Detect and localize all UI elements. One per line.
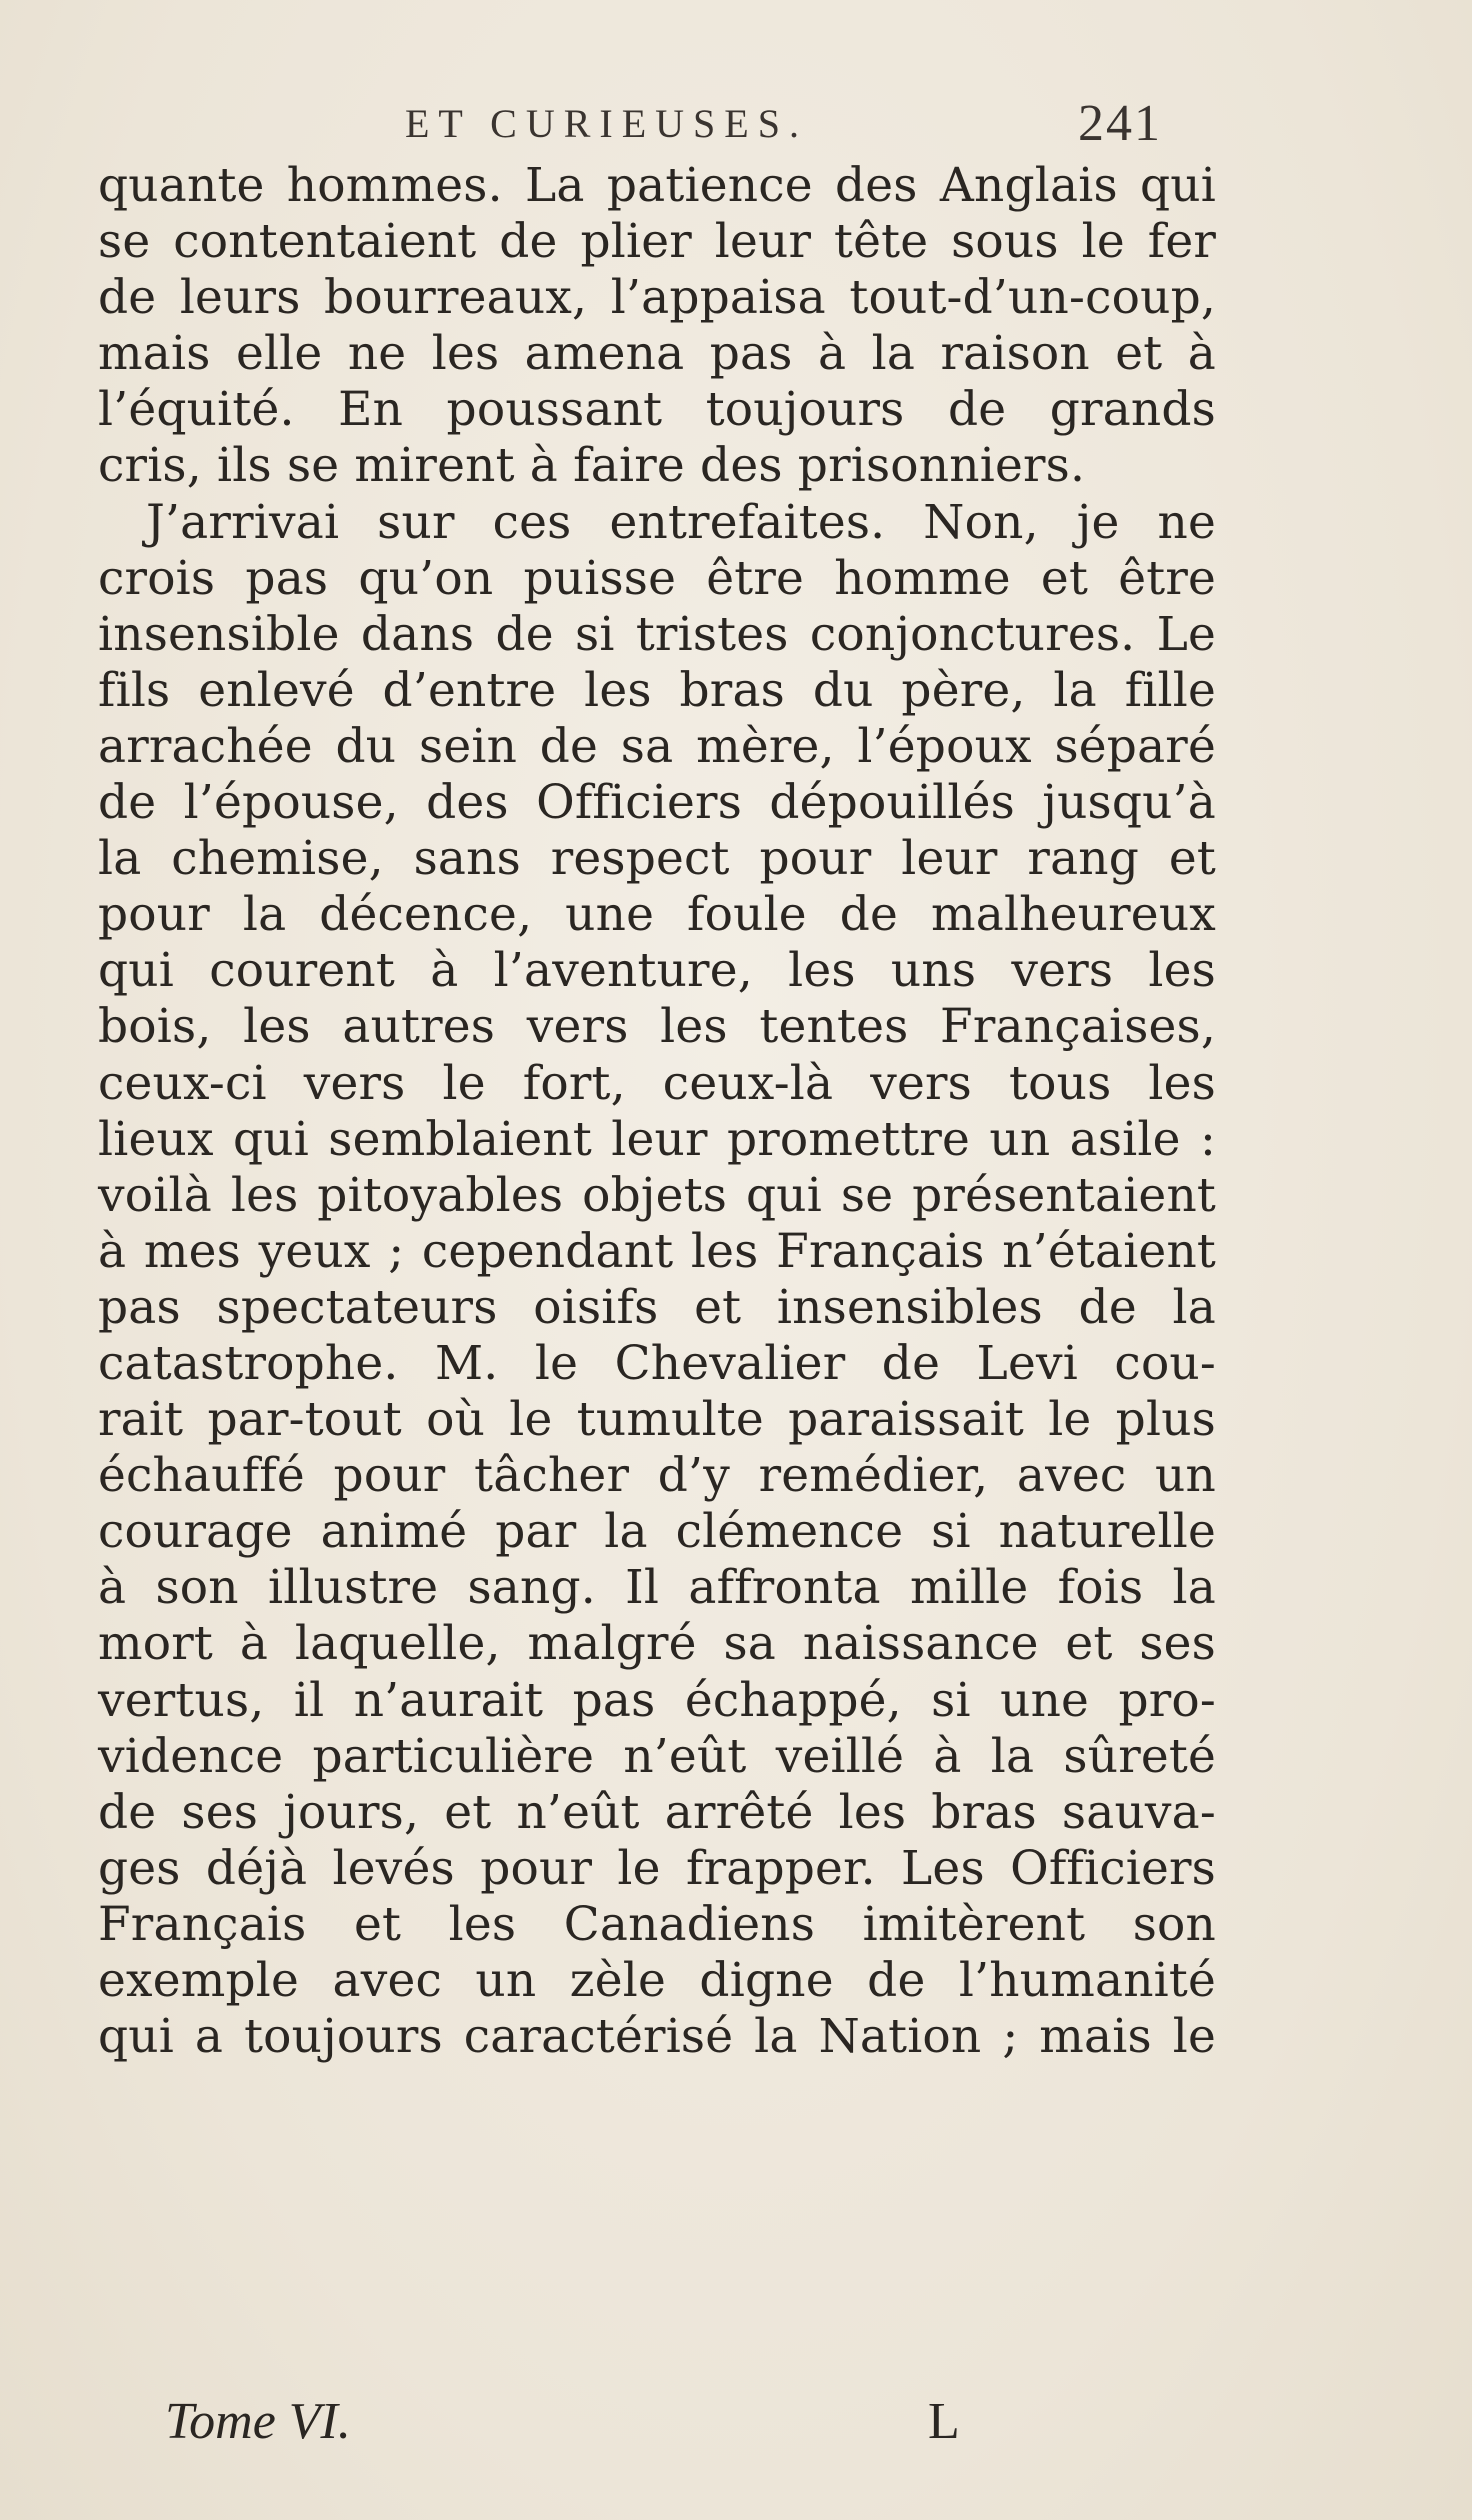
text-line: arrachée du sein de sa mère, l’époux séparé xyxy=(98,718,1216,774)
text-line: la chemise, sans respect pour leur rang et xyxy=(98,831,1216,887)
text-line: ges déjà levés pour le frapper. Les Officiers xyxy=(98,1840,1216,1896)
text-line: J’arrivai sur ces entrefaites. Non, je ne xyxy=(146,494,1216,550)
text-line: l’équité. En poussant toujours de grands xyxy=(98,382,1216,438)
text-line: vertus, il n’aurait pas échappé, si une pro- xyxy=(98,1672,1216,1728)
text-line: quante hommes. La patience des Anglais qui xyxy=(98,158,1216,213)
text-line: se contentaient de plier leur tête sous le fer xyxy=(98,214,1216,270)
text-line: pas spectateurs oisifs et insensibles de la xyxy=(98,1279,1216,1335)
running-title: ET CURIEUSES. xyxy=(405,101,808,146)
text-line: courage animé par la clémence si naturelle xyxy=(98,1504,1216,1560)
text-line: insensible dans de si tristes conjonctures. Le xyxy=(98,606,1216,662)
text-line: vidence particulière n’eût veillé à la sûreté xyxy=(98,1728,1216,1784)
signature-mark: L xyxy=(928,2393,960,2450)
text-line: fils enlevé d’entre les bras du père, la fille xyxy=(98,662,1216,718)
text-line: ceux-ci vers le fort, ceux-là vers tous les xyxy=(98,1055,1216,1111)
text-line: à mes yeux ; cependant les Français n’étaient xyxy=(98,1223,1216,1279)
text-line: lieux qui semblaient leur promettre un asile : xyxy=(98,1111,1216,1167)
page-footer xyxy=(0,2392,1472,2462)
text-line: pour la décence, une foule de malheureux xyxy=(98,887,1216,943)
body-text xyxy=(98,158,1216,2065)
text-line: à son illustre sang. Il affronta mille fois la xyxy=(98,1560,1216,1616)
text-line: Français et les Canadiens imitèrent son xyxy=(98,1896,1216,1952)
running-head xyxy=(0,95,1472,160)
text-line: qui a toujours caractérisé la Nation ; mais le xyxy=(98,2009,1216,2065)
text-line: voilà les pitoyables objets qui se présentaient xyxy=(98,1167,1216,1223)
text-line: mais elle ne les amena pas à la raison et à xyxy=(98,326,1216,382)
text-line: échauffé pour tâcher d’y remédier, avec un xyxy=(98,1448,1216,1504)
text-line: mort à laquelle, malgré sa naissance et ses xyxy=(98,1616,1216,1672)
text-line: de l’épouse, des Officiers dépouillés jusqu’à xyxy=(98,775,1216,831)
text-line: catastrophe. M. le Chevalier de Levi cou- xyxy=(98,1335,1216,1391)
page-number: 241 xyxy=(1078,95,1162,152)
volume-label: Tome VI. xyxy=(165,2393,351,2450)
text-line: de leurs bourreaux, l’appaisa tout-d’un-coup, xyxy=(98,270,1216,326)
text-line: qui courent à l’aventure, les uns vers les xyxy=(98,943,1216,999)
text-line: de ses jours, et n’eût arrêté les bras sauva- xyxy=(98,1784,1216,1840)
text-line: cris, ils se mirent à faire des prisonniers. xyxy=(98,438,1086,494)
text-line: crois pas qu’on puisse être homme et être xyxy=(98,550,1216,606)
text-line: exemple avec un zèle digne de l’humanité xyxy=(98,1953,1216,2008)
text-line: rait par-tout où le tumulte paraissait le plus xyxy=(98,1392,1216,1448)
text-line: bois, les autres vers les tentes Françaises, xyxy=(98,999,1216,1055)
